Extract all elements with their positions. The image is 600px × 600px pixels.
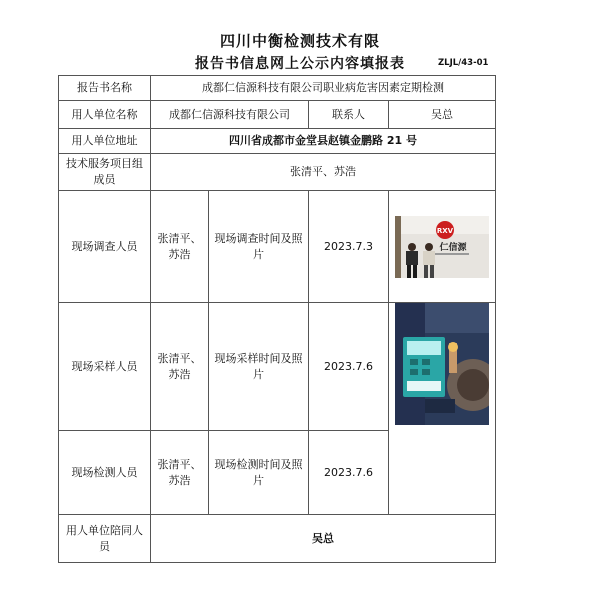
testing-date: 2023.7.6 [309, 431, 389, 515]
document-code: ZLJL/43-01 [438, 58, 489, 68]
row-accompany [59, 515, 496, 563]
sampling-date: 2023.7.6 [309, 303, 389, 431]
accompany-label: 用人单位陪同人员 [59, 515, 151, 563]
row-service-team [59, 154, 496, 191]
sampling-persons: 张清平、苏浩 [151, 303, 209, 431]
survey-date: 2023.7.3 [309, 191, 389, 303]
company-sign-text: 仁信源 [439, 242, 467, 253]
contact-value: 吴总 [389, 101, 496, 129]
contact-label: 联系人 [309, 101, 389, 129]
survey-persons: 张清平、苏浩 [151, 191, 209, 303]
report-name-value: 成都仁信源科技有限公司职业病危害因素定期检测 [151, 76, 496, 101]
service-team-value: 张清平、苏浩 [151, 154, 496, 191]
survey-time-label: 现场调查时间及照片 [209, 191, 309, 303]
form-title: 报告书信息网上公示内容填报表 [195, 56, 405, 72]
testing-label: 现场检测人员 [59, 431, 151, 515]
unit-name-label: 用人单位名称 [59, 101, 151, 129]
logo-text: RXV [436, 226, 454, 235]
sampling-label: 现场采样人员 [59, 303, 151, 431]
row-unit-name [59, 101, 496, 129]
survey-photo-cell [389, 191, 496, 303]
unit-address-label: 用人单位地址 [59, 129, 151, 154]
company-title: 四川中衡检测技术有限 [219, 32, 380, 50]
row-sampling [59, 303, 496, 431]
sampling-time-label: 现场采样时间及照片 [209, 303, 309, 431]
testing-persons: 张清平、苏浩 [151, 431, 209, 515]
report-name-label: 报告书名称 [59, 76, 151, 101]
sampling-photo-cell [389, 303, 496, 515]
service-team-label: 技术服务项目组成员 [59, 154, 151, 191]
sampling-photo [395, 303, 489, 425]
survey-label: 现场调查人员 [59, 191, 151, 303]
testing-time-label: 现场检测时间及照片 [209, 431, 309, 515]
unit-address-value: 四川省成都市金堂县赵镇金鹏路 21 号 [151, 129, 496, 154]
row-report-name [59, 76, 496, 101]
row-unit-address [59, 129, 496, 154]
row-survey [59, 191, 496, 303]
survey-photo [395, 216, 489, 278]
accompany-value: 吴总 [151, 515, 496, 563]
unit-name-value: 成都仁信源科技有限公司 [151, 101, 309, 129]
info-form-table [58, 75, 496, 563]
